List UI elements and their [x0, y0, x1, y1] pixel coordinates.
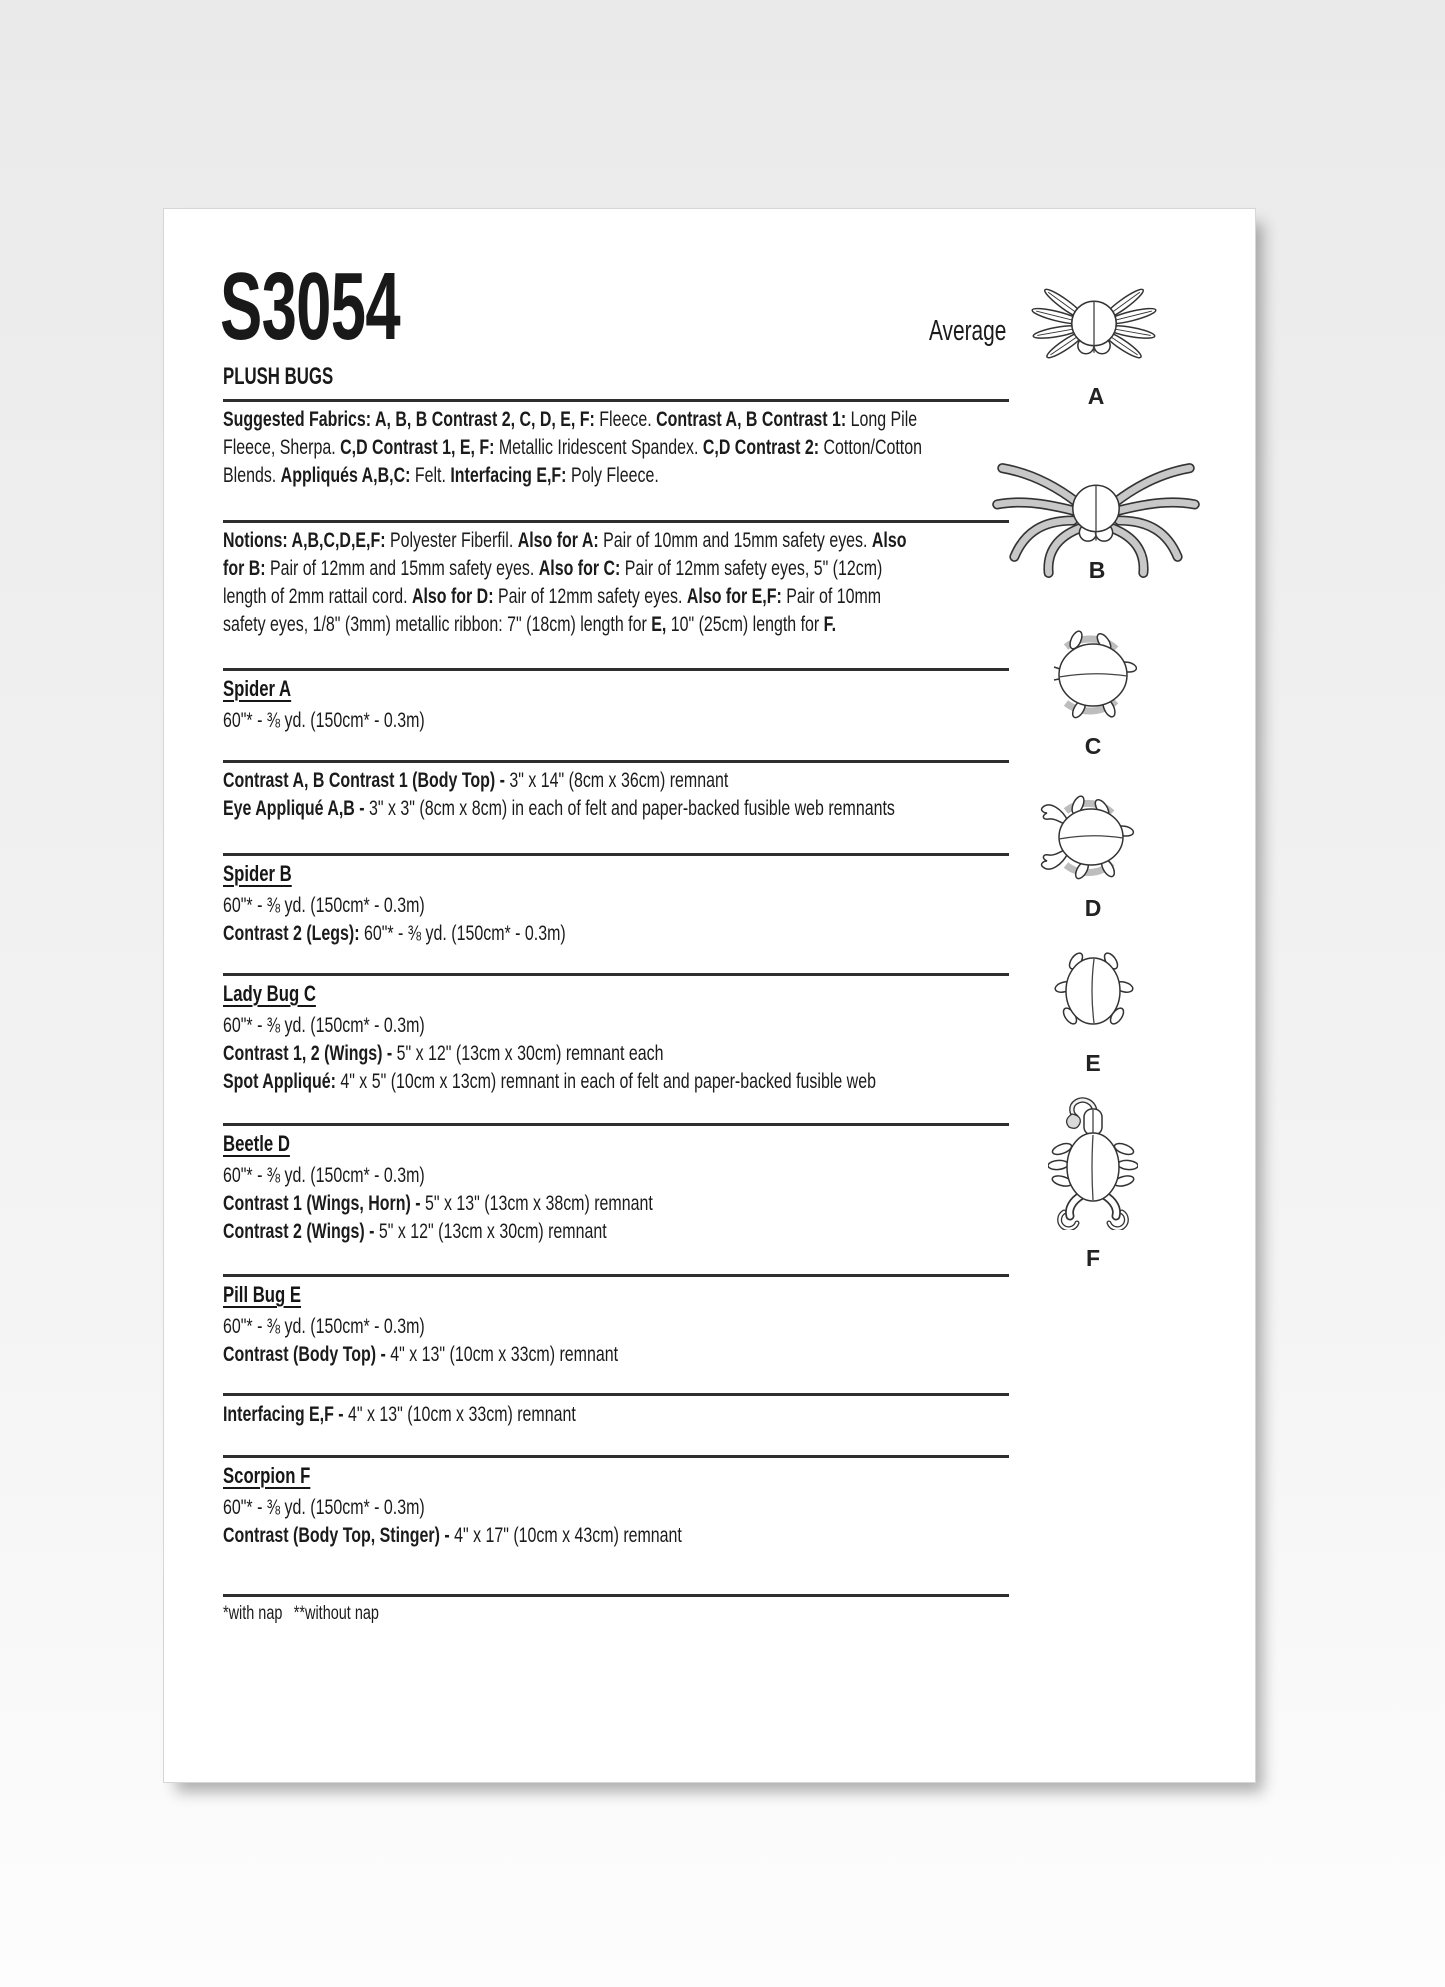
section-divider [223, 973, 1009, 976]
contrast-line: Contrast (Body Top) - 4" x 13" (10cm x 33cm) remnant [223, 1343, 619, 1366]
contrast-line: Contrast 1 (Wings, Horn) - 5" x 13" (13cm x 38cm) remnant [223, 1192, 653, 1215]
yardage-line: 60"* - ⅜ yd. (150cm* - 0.3m) [223, 709, 425, 732]
notions-line: safety eyes, 1/8" (3mm) metallic ribbon: 7" (18cm) length for E, 10" (25cm) length for F. [223, 613, 837, 636]
fabrics-line: Suggested Fabrics: A, B, B Contrast 2, C, D, E, F: Fleece. Contrast A, B Contrast 1: Long Pile [223, 408, 918, 431]
fabrics-line: Fleece, Sherpa. C,D Contrast 1, E, F: Metallic Iridescent Spandex. C,D Contrast 2: Cotton/Cotton [223, 436, 922, 459]
contrast-line: Contrast 1, 2 (Wings) - 5" x 12" (13cm x 30cm) remnant each [223, 1042, 664, 1065]
yardage-line: 60"* - ⅜ yd. (150cm* - 0.3m) [223, 1164, 425, 1187]
contrast-line: Spot Appliqué: 4" x 5" (10cm x 13cm) remnant in each of felt and paper-backed fusible web [223, 1070, 876, 1093]
section-title-beetle-d: Beetle D [223, 1131, 290, 1156]
section-divider [223, 1123, 1009, 1126]
notions-line: Notions: A,B,C,D,E,F: Polyester Fiberfil. Also for A: Pair of 10mm and 15mm safety eyes. Also [223, 529, 907, 552]
spider-a-illustration-icon [1016, 281, 1172, 382]
lady-bug-c-illustration-icon [1042, 627, 1137, 727]
section-divider [223, 399, 1009, 402]
yardage-line: 60"* - ⅜ yd. (150cm* - 0.3m) [223, 1315, 425, 1338]
footnote [223, 1600, 390, 1628]
section-title-lady-bug-c: Lady Bug C [223, 981, 316, 1006]
figure-label-b: B [1088, 557, 1106, 583]
section-divider [223, 1455, 1009, 1458]
pill-bug-e-illustration-icon [1054, 949, 1134, 1039]
section-title-scorpion-f: Scorpion F [223, 1463, 311, 1488]
contrast-line: Contrast (Body Top, Stinger) - 4" x 17" (10cm x 43cm) remnant [223, 1524, 682, 1547]
pattern-number: S3054 [220, 253, 400, 360]
section-divider [223, 668, 1009, 671]
yardage-line: 60"* - ⅜ yd. (150cm* - 0.3m) [223, 1014, 425, 1037]
section-divider [223, 1393, 1009, 1396]
yardage-line: 60"* - ⅜ yd. (150cm* - 0.3m) [223, 1496, 425, 1519]
contrast-line: Contrast 2 (Wings) - 5" x 12" (13cm x 30cm) remnant [223, 1220, 607, 1243]
notions-line: length of 2mm rattail cord. Also for D: Pair of 12mm safety eyes. Also for E,F: Pair of 10mm [223, 585, 882, 608]
footnote-divider [223, 1594, 1009, 1597]
section-title-pill-bug-e: Pill Bug E [223, 1282, 302, 1307]
section-divider [223, 760, 1009, 763]
contrast-line: Contrast 2 (Legs): 60"* - ⅜ yd. (150cm* - 0.3m) [223, 922, 566, 945]
section-divider [223, 853, 1009, 856]
section-title-spider-b: Spider B [223, 861, 292, 886]
section-divider [223, 520, 1009, 523]
figure-label-f: F [1085, 1245, 1101, 1271]
figure-label-c: C [1084, 733, 1102, 759]
scorpion-f-illustration-icon [1048, 1095, 1138, 1235]
beetle-d-illustration-icon [1034, 795, 1139, 885]
figure-label-d: D [1084, 895, 1102, 921]
pattern-title: PLUSH BUGS [223, 363, 334, 390]
notions-line: for B: Pair of 12mm and 15mm safety eyes. Also for C: Pair of 12mm safety eyes, 5" (12cm) [223, 557, 883, 580]
contrast-line: Contrast A, B Contrast 1 (Body Top) - 3" x 14" (8cm x 36cm) remnant [223, 769, 729, 792]
difficulty-label: Average [929, 315, 1007, 347]
yardage-line: 60"* - ⅜ yd. (150cm* - 0.3m) [223, 894, 425, 917]
section-title-spider-a: Spider A [223, 676, 292, 701]
interfacing-line: Interfacing E,F - 4" x 13" (10cm x 33cm) remnant [223, 1403, 576, 1426]
figure-label-a: A [1087, 383, 1105, 409]
fabrics-line: Blends. Appliqués A,B,C: Felt. Interfacing E,F: Poly Fleece. [223, 464, 659, 487]
contrast-line: Eye Appliqué A,B - 3" x 3" (8cm x 8cm) in each of felt and paper-backed fusible web remnants [223, 797, 895, 820]
section-divider [223, 1274, 1009, 1277]
figure-label-e: E [1085, 1050, 1101, 1076]
instruction-sheet [163, 208, 1256, 1783]
footnote-with-nap: *with nap [223, 1603, 283, 1624]
footnote-without-nap: **without nap [293, 1603, 379, 1624]
